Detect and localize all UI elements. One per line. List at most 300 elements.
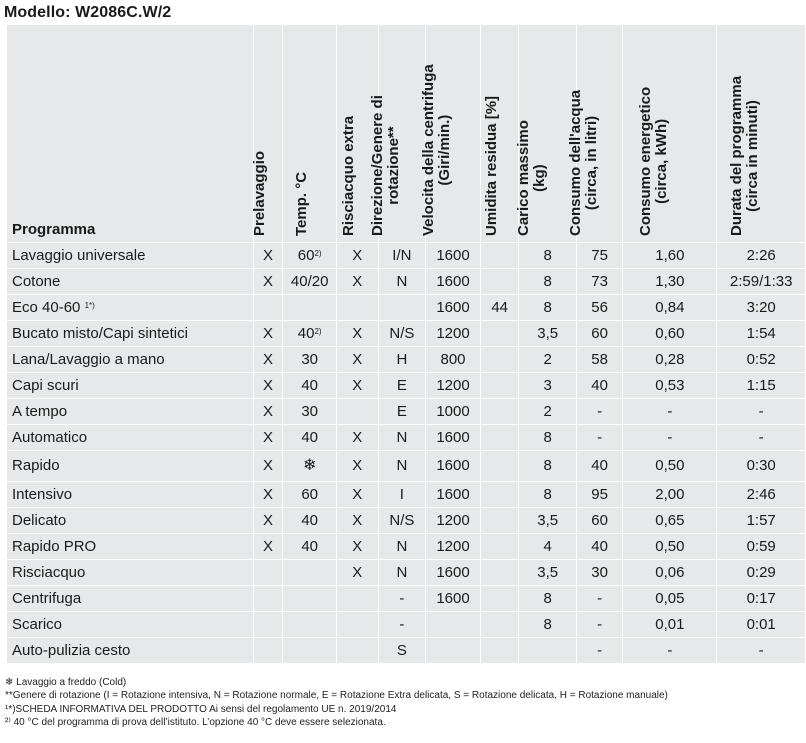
cell-risciacquo [337, 508, 378, 534]
cell-acqua [576, 612, 623, 638]
cell-prelavaggio-value: X [262, 350, 273, 368]
cell-carico-value: 8 [543, 589, 552, 607]
cell-temp [283, 399, 337, 425]
cell-risciacquo-value: X [352, 537, 363, 555]
cell-durata-value: 0:52 [746, 350, 776, 368]
cell-durata [717, 451, 806, 482]
cell-acqua [576, 560, 623, 586]
cell-energia-value: 0,53 [655, 376, 685, 394]
cell-carico-value: 8 [543, 615, 552, 633]
cell-direzione-value: I [399, 485, 404, 503]
cell-risciacquo [337, 399, 378, 425]
cell-risciacquo-value: X [352, 457, 363, 474]
cell-durata-value: 0:59 [746, 537, 776, 555]
cell-direzione-value: N [396, 428, 408, 446]
cell-direzione [378, 243, 426, 269]
header-prelavaggio [250, 25, 283, 243]
header-carico-line1: Carico massimo [514, 120, 532, 236]
cell-durata-value: - [758, 428, 764, 446]
cell-carico [519, 295, 576, 321]
cell-durata-value: 2:26 [746, 246, 776, 264]
table-row [7, 425, 806, 451]
cell-carico-value: 8 [543, 298, 552, 316]
cell-risciacquo-value: X [352, 350, 363, 368]
cell-acqua [576, 269, 623, 295]
cell-prelavaggio [253, 373, 283, 399]
footnote-product-sheet: ¹*)SCHEDA INFORMATIVA DEL PRODOTTO Ai sensi del regolamento UE n. 2019/2014 [5, 703, 397, 715]
cell-velocita [426, 399, 481, 425]
cell-risciacquo-value: X [352, 485, 363, 503]
temp-footnote-ref: 2) [314, 248, 322, 258]
cell-risciacquo [337, 638, 378, 664]
cell-velocita [426, 534, 481, 560]
table-row [7, 508, 806, 534]
cell-temp-value: 40 [301, 511, 319, 529]
cell-direzione [378, 612, 426, 638]
cell-velocita-value: 1600 [436, 246, 470, 264]
header-temp-text: Temp. °C [292, 171, 310, 236]
cell-durata [717, 482, 806, 508]
cell-programma [7, 638, 254, 664]
table-row [7, 321, 806, 347]
header-temp [283, 25, 337, 243]
cell-risciacquo-value: X [352, 511, 363, 529]
cell-temp [283, 534, 337, 560]
cell-umidita [480, 425, 519, 451]
cell-energia [623, 560, 717, 586]
cell-carico [519, 586, 576, 612]
programs-table [6, 24, 806, 664]
cell-risciacquo [337, 586, 378, 612]
header-energia-line1: Consumo energetico [636, 86, 654, 236]
program-name: Scarico [12, 615, 63, 633]
cell-prelavaggio-value: X [262, 428, 273, 446]
cell-durata-value: - [758, 402, 764, 420]
cell-prelavaggio-value: X [262, 246, 273, 264]
cell-direzione [378, 321, 426, 347]
temp-footnote-ref: 2) [314, 326, 322, 336]
cell-temp [283, 269, 337, 295]
cell-velocita-value: 800 [440, 350, 466, 368]
cell-direzione [378, 399, 426, 425]
cell-risciacquo [337, 560, 378, 586]
cell-programma [7, 347, 254, 373]
cell-velocita-value: 1200 [436, 324, 470, 342]
cell-direzione [378, 373, 426, 399]
cell-temp [283, 295, 337, 321]
cell-acqua [576, 295, 623, 321]
cell-durata [717, 399, 806, 425]
table-row [7, 586, 806, 612]
header-acqua-line2: (circa, in litri) [582, 115, 600, 211]
table-row [7, 482, 806, 508]
cell-acqua [576, 243, 623, 269]
header-risciacquo-text: Risciacquo extra [340, 115, 358, 236]
cell-acqua-value: 56 [591, 298, 608, 316]
cell-umidita [480, 243, 519, 269]
program-name: Rapido [12, 457, 60, 474]
cell-risciacquo [337, 269, 378, 295]
program-name: Auto-pulizia cesto [12, 641, 131, 659]
cell-prelavaggio [253, 586, 283, 612]
cell-energia-value: - [667, 428, 673, 446]
cell-risciacquo [337, 243, 378, 269]
cell-programma [7, 586, 254, 612]
cell-durata [717, 269, 806, 295]
cell-carico-value: 3 [543, 376, 552, 394]
cell-durata [717, 347, 806, 373]
cell-durata [717, 295, 806, 321]
cell-energia-value: 0,84 [655, 298, 685, 316]
cell-prelavaggio-value: X [262, 511, 273, 529]
cell-direzione [378, 451, 426, 482]
cell-direzione-value: N [396, 537, 408, 555]
cell-carico [519, 347, 576, 373]
cell-umidita [480, 534, 519, 560]
cell-energia [623, 347, 717, 373]
table-row [7, 243, 806, 269]
cell-velocita [426, 243, 481, 269]
cell-risciacquo [337, 295, 378, 321]
cell-acqua-value: 60 [591, 324, 608, 342]
table-row [7, 612, 806, 638]
cell-energia-value: 0,05 [655, 589, 685, 607]
footnote-cold: ❄ Lavaggio a freddo (Cold) [5, 677, 127, 688]
header-durata-line1: Durata del programma [728, 75, 746, 236]
cell-temp-value: 40 [301, 428, 319, 446]
cell-velocita [426, 321, 481, 347]
cell-risciacquo-value: X [352, 376, 363, 394]
cell-velocita [426, 425, 481, 451]
cell-velocita [426, 373, 481, 399]
cell-energia-value: 0,50 [655, 457, 685, 474]
cell-risciacquo [337, 451, 378, 482]
cell-acqua [576, 347, 623, 373]
program-name: Automatico [12, 428, 88, 446]
cell-temp [283, 560, 337, 586]
cell-umidita [480, 295, 519, 321]
cell-umidita [480, 399, 519, 425]
cell-prelavaggio [253, 638, 283, 664]
cell-energia [623, 534, 717, 560]
cell-temp [283, 373, 337, 399]
cell-temp [283, 347, 337, 373]
cell-durata [717, 321, 806, 347]
cell-umidita [480, 482, 519, 508]
cell-velocita [426, 295, 481, 321]
cell-direzione-value: N/S [389, 511, 415, 529]
header-acqua [566, 25, 623, 243]
cell-acqua [576, 321, 623, 347]
program-name: Cotone [12, 272, 61, 290]
cell-temp [283, 243, 337, 269]
cell-carico [519, 508, 576, 534]
cell-risciacquo [337, 482, 378, 508]
cell-umidita [480, 586, 519, 612]
cell-carico-value: 8 [543, 485, 552, 503]
cell-energia [623, 482, 717, 508]
cell-prelavaggio [253, 321, 283, 347]
cell-programma [7, 321, 254, 347]
cell-acqua-value: 58 [591, 350, 608, 368]
cell-energia-value: - [667, 641, 673, 659]
cell-prelavaggio [253, 347, 283, 373]
header-programma: Programma [7, 25, 254, 243]
cell-durata [717, 425, 806, 451]
footnote-rotation: **Genere di rotazione (I = Rotazione intensiva, N = Rotazione normale, E = Rotazione Extra delicata, S = Rotazione delicata, H = Rotazione manuale) [5, 690, 668, 702]
cell-energia [623, 451, 717, 482]
cell-carico-value: 8 [543, 428, 552, 446]
cell-carico [519, 482, 576, 508]
cell-energia-value: 1,60 [655, 246, 685, 264]
cell-programma [7, 612, 254, 638]
cell-velocita-value: 1000 [436, 402, 470, 420]
cell-energia [623, 612, 717, 638]
cell-programma [7, 295, 254, 321]
cell-velocita-value: 1200 [436, 376, 470, 394]
cell-direzione-value: S [396, 641, 407, 659]
cell-prelavaggio-value: X [262, 272, 273, 290]
cell-umidita [480, 560, 519, 586]
cell-temp-value: 40 [301, 376, 319, 394]
cell-velocita [426, 451, 481, 482]
cell-programma [7, 534, 254, 560]
cell-carico [519, 638, 576, 664]
cell-carico [519, 534, 576, 560]
cell-carico [519, 451, 576, 482]
cell-direzione-value: N [396, 563, 408, 581]
cell-velocita [426, 586, 481, 612]
table-row [7, 534, 806, 560]
cell-risciacquo-value: X [352, 246, 363, 264]
cell-velocita-value: 1600 [436, 563, 470, 581]
cell-direzione-value: N/S [389, 324, 415, 342]
cell-energia [623, 295, 717, 321]
header-umidita-text: Umidita residua [%] [482, 95, 500, 236]
cell-prelavaggio-value: X [262, 485, 273, 503]
cell-risciacquo [337, 347, 378, 373]
cell-programma [7, 482, 254, 508]
cell-temp [283, 508, 337, 534]
cell-direzione-value: - [399, 615, 405, 633]
cell-acqua-value: - [597, 428, 603, 446]
program-name: Risciacquo [12, 563, 86, 581]
cell-carico [519, 560, 576, 586]
cell-acqua-value: 40 [591, 376, 608, 394]
cell-programma [7, 425, 254, 451]
cell-acqua [576, 586, 623, 612]
cell-direzione [378, 295, 426, 321]
header-row [7, 25, 806, 243]
header-durata-line2: (circa in minuti) [744, 100, 762, 212]
cell-temp-value: 60 [301, 485, 319, 503]
cell-energia [623, 425, 717, 451]
cell-durata-value: 2:59/1:33 [729, 272, 793, 290]
cell-velocita-value: 1200 [436, 537, 470, 555]
cell-carico [519, 321, 576, 347]
cell-durata-value: 1:15 [746, 376, 776, 394]
cell-direzione-value: N [396, 457, 408, 474]
cell-risciacquo-value: X [352, 272, 363, 290]
cell-acqua [576, 534, 623, 560]
cell-prelavaggio [253, 482, 283, 508]
program-name: A tempo [12, 402, 68, 420]
cell-temp [283, 586, 337, 612]
cell-durata [717, 243, 806, 269]
cell-durata [717, 560, 806, 586]
cell-velocita [426, 560, 481, 586]
cell-carico-value: 8 [543, 246, 552, 264]
cell-energia-value: 0,65 [655, 511, 685, 529]
cell-umidita [480, 321, 519, 347]
cell-umidita [480, 451, 519, 482]
cell-prelavaggio [253, 295, 283, 321]
cell-acqua-value: 75 [591, 246, 608, 264]
cell-prelavaggio-value: X [262, 376, 273, 394]
cell-temp [283, 612, 337, 638]
cell-umidita [480, 508, 519, 534]
cell-temp-value: 40 [301, 537, 319, 555]
cell-temp [283, 638, 337, 664]
cell-energia [623, 508, 717, 534]
cell-velocita [426, 269, 481, 295]
cell-acqua [576, 399, 623, 425]
cell-umidita-value: 44 [491, 298, 508, 316]
cell-carico-value: 8 [543, 272, 552, 290]
cell-direzione-value: E [396, 376, 407, 394]
cell-durata [717, 373, 806, 399]
cell-temp [283, 321, 337, 347]
cell-programma [7, 451, 254, 482]
cell-umidita [480, 638, 519, 664]
cell-velocita [426, 638, 481, 664]
snowflake-icon: ❄ [302, 457, 317, 474]
cell-prelavaggio [253, 534, 283, 560]
cell-direzione [378, 586, 426, 612]
table-row [7, 373, 806, 399]
cell-carico-value: 2 [543, 402, 552, 420]
cell-acqua-value: - [597, 402, 603, 420]
cell-programma [7, 243, 254, 269]
cell-velocita [426, 347, 481, 373]
cell-risciacquo-value: X [352, 428, 363, 446]
cell-durata-value: 1:57 [746, 511, 776, 529]
cell-programma [7, 373, 254, 399]
cell-prelavaggio-value: X [262, 537, 273, 555]
cell-risciacquo [337, 612, 378, 638]
program-name: Bucato misto/Capi sintetici [12, 324, 188, 342]
header-durata [717, 25, 806, 243]
cell-energia [623, 243, 717, 269]
table-row [7, 347, 806, 373]
cell-direzione [378, 508, 426, 534]
header-carico-line2: (kg) [530, 164, 548, 192]
header-direzione-line2: rotazione** [384, 126, 402, 205]
header-velocita [420, 25, 481, 243]
program-name: Eco 40-60 [12, 298, 81, 316]
header-direzione [368, 25, 426, 243]
cell-risciacquo-value: X [352, 563, 363, 581]
cell-prelavaggio-value: X [262, 324, 273, 342]
cell-velocita-value: 1600 [436, 589, 470, 607]
cell-acqua [576, 638, 623, 664]
cell-risciacquo [337, 425, 378, 451]
cell-velocita [426, 482, 481, 508]
cell-temp-value: 30 [301, 350, 319, 368]
cell-energia [623, 586, 717, 612]
cell-direzione [378, 534, 426, 560]
program-name: Centrifuga [12, 589, 82, 607]
cell-direzione-value: N [396, 272, 408, 290]
cell-direzione-value: H [396, 350, 408, 368]
cell-risciacquo [337, 321, 378, 347]
footnote-test-program: ²⁾ 40 °C del programma di prova dell’istituto. L’opzione 40 °C deve essere selezionata. [5, 717, 386, 729]
cell-durata [717, 534, 806, 560]
program-name: Lavaggio universale [12, 246, 146, 264]
cell-carico [519, 243, 576, 269]
cell-direzione [378, 269, 426, 295]
cell-acqua [576, 482, 623, 508]
header-prelavaggio-text: Prelavaggio [250, 150, 268, 236]
program-name: Intensivo [12, 485, 73, 503]
cell-carico [519, 425, 576, 451]
cell-velocita-value: 1600 [436, 457, 470, 474]
cell-acqua [576, 425, 623, 451]
header-direzione-line1: Direzione/Genere di [368, 95, 386, 236]
cell-programma [7, 269, 254, 295]
cell-temp [283, 425, 337, 451]
cell-durata-value: 0:30 [746, 457, 776, 474]
table-row [7, 399, 806, 425]
cell-velocita-value: 1600 [436, 298, 470, 316]
header-acqua-line1: Consumo dell'acqua [566, 89, 584, 236]
table-row [7, 269, 806, 295]
cell-acqua-value: 40 [591, 457, 608, 474]
table-row [7, 451, 806, 482]
cell-direzione-value: E [396, 402, 407, 420]
cell-acqua-value: 95 [591, 485, 608, 503]
cell-energia-value: 1,30 [655, 272, 685, 290]
cell-direzione-value: I/N [392, 246, 412, 264]
cell-energia [623, 321, 717, 347]
cell-velocita-value: 1600 [436, 272, 470, 290]
program-name: Capi scuri [12, 376, 79, 394]
cell-temp-value: 60 [297, 246, 315, 264]
cell-direzione-value: - [399, 589, 405, 607]
cell-temp [283, 451, 337, 482]
cell-energia-value: 0,06 [655, 563, 685, 581]
footnotes [5, 676, 668, 730]
cell-durata [717, 638, 806, 664]
program-footnote-ref: 1*) [84, 300, 95, 310]
cell-carico [519, 269, 576, 295]
cell-durata-value: 0:29 [746, 563, 776, 581]
cell-velocita-value: 1200 [436, 511, 470, 529]
cell-programma [7, 399, 254, 425]
cell-prelavaggio-value: X [262, 402, 273, 420]
cell-temp-value: 30 [301, 402, 319, 420]
cell-prelavaggio [253, 243, 283, 269]
cell-durata-value: 3:20 [746, 298, 776, 316]
cell-umidita [480, 373, 519, 399]
program-name: Rapido PRO [12, 537, 97, 555]
cell-durata [717, 612, 806, 638]
header-energia-line2: (circa, kWh) [652, 118, 670, 204]
cell-energia [623, 399, 717, 425]
cell-durata-value: 0:01 [746, 615, 776, 633]
cell-carico [519, 612, 576, 638]
cell-durata-value: 1:54 [746, 324, 776, 342]
